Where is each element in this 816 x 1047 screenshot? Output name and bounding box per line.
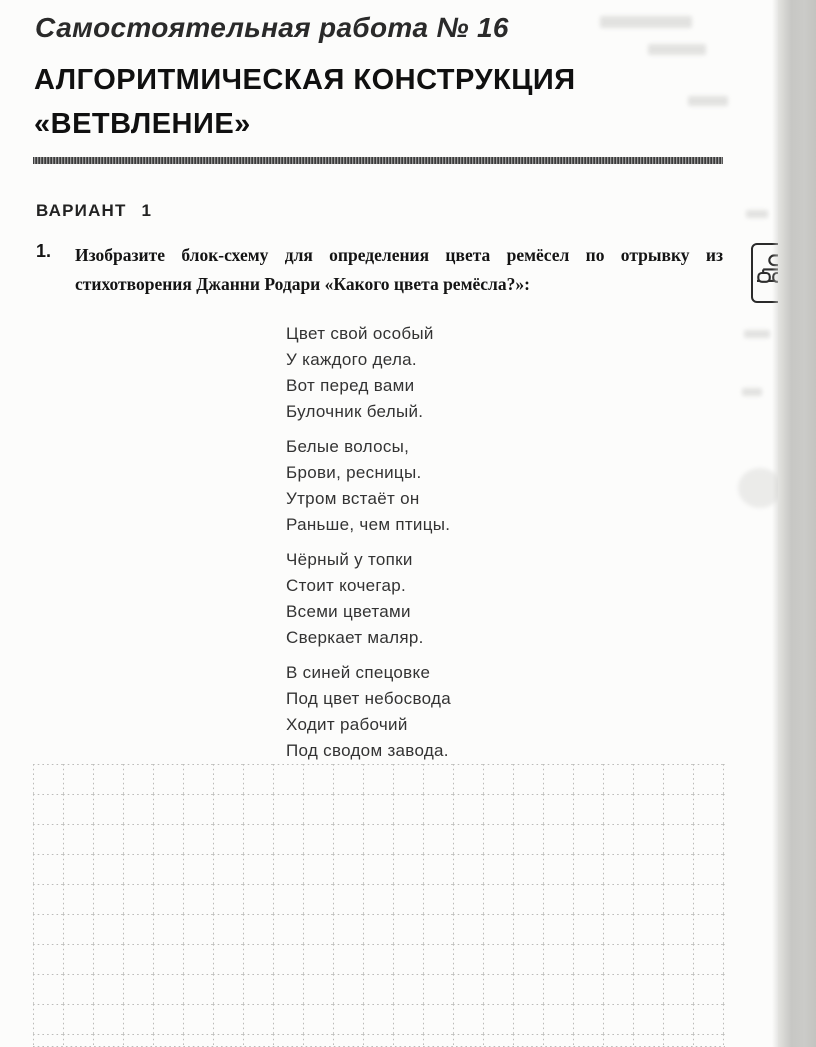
poem-line: Булочник белый.: [286, 402, 424, 421]
poem-line: Под цвет небосвода: [286, 689, 451, 708]
poem-line: Белые волосы,: [286, 437, 410, 456]
page-heading-line-2: «ВЕТВЛЕНИЕ»: [34, 108, 251, 140]
poem-line: Вот перед вами: [286, 376, 415, 395]
task-text: Изобразите блок-схему для определения цвета ремёсел по отрывку из стихотворения Джанни Родари «Какого цвета ремёсла?»:: [75, 245, 723, 294]
bleed-through-artifact: [742, 388, 762, 396]
poem-line: Цвет свой особый: [286, 324, 434, 343]
worksheet-title: Самостоятельная работа № 16: [35, 12, 509, 43]
poem-line: Утром встаёт он: [286, 489, 420, 508]
bleed-through-artifact: [688, 96, 728, 106]
scan-edge-strip: [778, 0, 816, 1047]
poem-stanza-1: [286, 321, 451, 425]
poem-line: Брови, ресницы.: [286, 463, 422, 482]
grid-paper-workspace: [33, 764, 725, 1047]
poem-line: Стоит кочегар.: [286, 576, 407, 595]
poem-excerpt: [286, 321, 451, 773]
poem-line: Сверкает маляр.: [286, 628, 424, 647]
bleed-through-artifact: [600, 16, 692, 28]
poem-stanza-4: [286, 660, 451, 764]
page-heading: [34, 58, 576, 146]
poem-line: Всеми цветами: [286, 602, 411, 621]
poem-line: У каждого дела.: [286, 350, 417, 369]
hatched-divider: [33, 157, 723, 164]
task-number: 1.: [36, 241, 52, 261]
poem-line: Под сводом завода.: [286, 741, 449, 760]
poem-stanza-2: [286, 434, 451, 538]
poem-line: В синей спецовке: [286, 663, 431, 682]
variant-label: ВАРИАНТ 1: [36, 201, 153, 220]
poem-line: Чёрный у топки: [286, 550, 413, 569]
bleed-through-artifact: [746, 210, 768, 218]
poem-line: Ходит рабочий: [286, 715, 408, 734]
grid-paper: [33, 764, 725, 1047]
page-heading-line-1: АЛГОРИТМИЧЕСКАЯ КОНСТРУКЦИЯ: [34, 64, 576, 96]
bleed-through-artifact: [648, 44, 706, 55]
bleed-through-artifact: [744, 330, 770, 338]
poem-stanza-3: [286, 547, 451, 651]
poem-line: Раньше, чем птицы.: [286, 515, 451, 534]
